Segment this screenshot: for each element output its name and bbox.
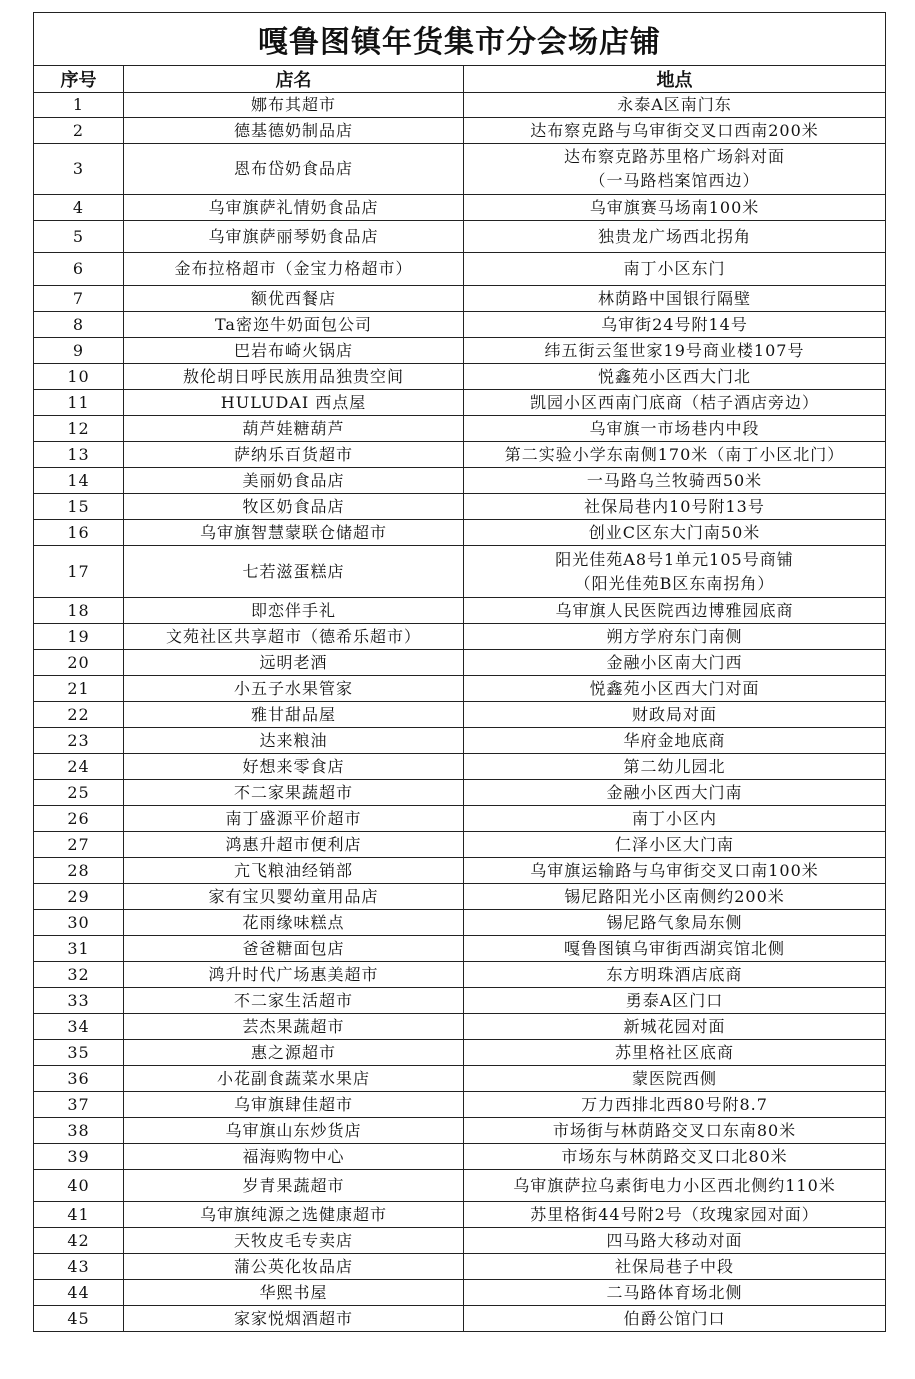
store-name: 雅甘甜品屋 xyxy=(124,702,464,728)
store-location: 新城花园对面 xyxy=(464,1014,886,1040)
store-name: 不二家生活超市 xyxy=(124,988,464,1014)
table-row xyxy=(34,650,886,676)
store-name: 巴岩布崎火锅店 xyxy=(124,338,464,364)
store-location: 一马路乌兰牧骑西50米 xyxy=(464,468,886,494)
store-location: 悦鑫苑小区西大门对面 xyxy=(464,676,886,702)
table-row xyxy=(34,962,886,988)
store-location: 市场街与林荫路交叉口东南80米 xyxy=(464,1118,886,1144)
row-number: 5 xyxy=(34,221,124,253)
table-row xyxy=(34,1306,886,1332)
store-name: 天牧皮毛专卖店 xyxy=(124,1228,464,1254)
location-line-1: 阳光佳苑A8号1单元105号商铺 xyxy=(555,549,794,569)
store-location: 独贵龙广场西北拐角 xyxy=(464,221,886,253)
store-name: 即恋伴手礼 xyxy=(124,598,464,624)
store-name: 惠之源超市 xyxy=(124,1040,464,1066)
store-location: 市场东与林荫路交叉口北80米 xyxy=(464,1144,886,1170)
table-row xyxy=(34,754,886,780)
table-row xyxy=(34,253,886,286)
row-number: 6 xyxy=(34,253,124,286)
store-location: 第二幼儿园北 xyxy=(464,754,886,780)
store-name: HULUDAI 西点屋 xyxy=(124,390,464,416)
store-name: 额优西餐店 xyxy=(124,286,464,312)
row-number: 9 xyxy=(34,338,124,364)
store-name: 达来粮油 xyxy=(124,728,464,754)
row-number: 26 xyxy=(34,806,124,832)
table-row xyxy=(34,1014,886,1040)
row-number: 20 xyxy=(34,650,124,676)
row-number: 31 xyxy=(34,936,124,962)
store-name: 家有宝贝婴幼童用品店 xyxy=(124,884,464,910)
store-name: 乌审旗纯源之选健康超市 xyxy=(124,1202,464,1228)
row-number: 35 xyxy=(34,1040,124,1066)
store-location: 乌审旗运输路与乌审街交叉口南100米 xyxy=(464,858,886,884)
header-location: 地点 xyxy=(464,66,886,93)
store-location: 第二实验小学东南侧170米（南丁小区北门） xyxy=(464,442,886,468)
store-name: 葫芦娃糖葫芦 xyxy=(124,416,464,442)
row-number: 36 xyxy=(34,1066,124,1092)
store-name: 乌审旗萨礼情奶食品店 xyxy=(124,195,464,221)
row-number: 40 xyxy=(34,1170,124,1202)
row-number: 17 xyxy=(34,546,124,598)
store-location: 朔方学府东门南侧 xyxy=(464,624,886,650)
store-location: 乌审旗一市场巷内中段 xyxy=(464,416,886,442)
store-name: 美丽奶食品店 xyxy=(124,468,464,494)
table-row xyxy=(34,520,886,546)
store-name: 金布拉格超市（金宝力格超市） xyxy=(124,253,464,286)
store-location: 二马路体育场北侧 xyxy=(464,1280,886,1306)
store-name: 华熙书屋 xyxy=(124,1280,464,1306)
store-location: 社保局巷内10号附13号 xyxy=(464,494,886,520)
table-row xyxy=(34,702,886,728)
row-number: 1 xyxy=(34,93,124,118)
table-row xyxy=(34,884,886,910)
store-name: Ta密迩牛奶面包公司 xyxy=(124,312,464,338)
store-location: 林荫路中国银行隔壁 xyxy=(464,286,886,312)
store-location: 创业C区东大门南50米 xyxy=(464,520,886,546)
table-header-row xyxy=(34,66,886,93)
store-location: 华府金地底商 xyxy=(464,728,886,754)
store-location: 苏里格街44号附2号（玫瑰家园对面） xyxy=(464,1202,886,1228)
row-number: 24 xyxy=(34,754,124,780)
table-row xyxy=(34,1118,886,1144)
table-row xyxy=(34,1228,886,1254)
row-number: 30 xyxy=(34,910,124,936)
store-name: 好想来零食店 xyxy=(124,754,464,780)
store-location: 金融小区西大门南 xyxy=(464,780,886,806)
store-location: 纬五街云玺世家19号商业楼107号 xyxy=(464,338,886,364)
table-row xyxy=(34,728,886,754)
store-name: 鸿惠升超市便利店 xyxy=(124,832,464,858)
store-location: 四马路大移动对面 xyxy=(464,1228,886,1254)
row-number: 28 xyxy=(34,858,124,884)
header-no: 序号 xyxy=(34,66,124,93)
table-row xyxy=(34,338,886,364)
store-location: 乌审旗赛马场南100米 xyxy=(464,195,886,221)
store-location: 东方明珠酒店底商 xyxy=(464,962,886,988)
row-number: 21 xyxy=(34,676,124,702)
table-row xyxy=(34,1254,886,1280)
store-name: 福海购物中心 xyxy=(124,1144,464,1170)
table-row xyxy=(34,1092,886,1118)
table-row xyxy=(34,988,886,1014)
location-line-2: （阳光佳苑B区东南拐角） xyxy=(574,573,775,593)
store-name: 乌审旗肆佳超市 xyxy=(124,1092,464,1118)
row-number: 16 xyxy=(34,520,124,546)
table-row xyxy=(34,676,886,702)
store-name: 敖伦胡日呼民族用品独贵空间 xyxy=(124,364,464,390)
store-location: 乌审旗萨拉乌素街电力小区西北侧约110米 xyxy=(464,1170,886,1202)
store-name: 家家悦烟酒超市 xyxy=(124,1306,464,1332)
row-number: 3 xyxy=(34,144,124,195)
row-number: 34 xyxy=(34,1014,124,1040)
table-body xyxy=(34,93,886,1332)
store-location: 永泰A区南门东 xyxy=(464,93,886,118)
store-name: 远明老酒 xyxy=(124,650,464,676)
row-number: 43 xyxy=(34,1254,124,1280)
store-name: 花雨缘味糕点 xyxy=(124,910,464,936)
table-row xyxy=(34,780,886,806)
store-location: 锡尼路气象局东侧 xyxy=(464,910,886,936)
row-number: 37 xyxy=(34,1092,124,1118)
table-row xyxy=(34,546,886,598)
row-number: 29 xyxy=(34,884,124,910)
store-location: 南丁小区内 xyxy=(464,806,886,832)
table-row xyxy=(34,442,886,468)
row-number: 2 xyxy=(34,118,124,144)
table-row xyxy=(34,1040,886,1066)
store-table xyxy=(33,12,886,1332)
store-location: 伯爵公馆门口 xyxy=(464,1306,886,1332)
table-row xyxy=(34,936,886,962)
store-name: 蒲公英化妆品店 xyxy=(124,1254,464,1280)
table-row xyxy=(34,832,886,858)
row-number: 19 xyxy=(34,624,124,650)
store-location: 锡尼路阳光小区南侧约200米 xyxy=(464,884,886,910)
table-row xyxy=(34,144,886,195)
row-number: 8 xyxy=(34,312,124,338)
store-name: 乌审旗萨丽琴奶食品店 xyxy=(124,221,464,253)
store-location xyxy=(464,144,886,195)
row-number: 12 xyxy=(34,416,124,442)
store-name: 娜布其超市 xyxy=(124,93,464,118)
table-row xyxy=(34,598,886,624)
store-name: 岁青果蔬超市 xyxy=(124,1170,464,1202)
store-location: 财政局对面 xyxy=(464,702,886,728)
store-location: 乌审街24号附14号 xyxy=(464,312,886,338)
store-location: 凯园小区西南门底商（桔子酒店旁边） xyxy=(464,390,886,416)
row-number: 38 xyxy=(34,1118,124,1144)
store-location: 达布察克路与乌审街交叉口西南200米 xyxy=(464,118,886,144)
store-location: 乌审旗人民医院西边博雅园底商 xyxy=(464,598,886,624)
store-location: 南丁小区东门 xyxy=(464,253,886,286)
store-name: 乌审旗智慧蒙联仓储超市 xyxy=(124,520,464,546)
row-number: 10 xyxy=(34,364,124,390)
store-location xyxy=(464,546,886,598)
store-location: 悦鑫苑小区西大门北 xyxy=(464,364,886,390)
table-row xyxy=(34,1170,886,1202)
table-row xyxy=(34,221,886,253)
table-row xyxy=(34,286,886,312)
store-location: 万力西排北西80号附8.7 xyxy=(464,1092,886,1118)
store-name: 亢飞粮油经销部 xyxy=(124,858,464,884)
row-number: 25 xyxy=(34,780,124,806)
table-row xyxy=(34,312,886,338)
store-location: 社保局巷子中段 xyxy=(464,1254,886,1280)
row-number: 15 xyxy=(34,494,124,520)
store-list-sheet xyxy=(33,12,885,1332)
table-row xyxy=(34,390,886,416)
store-location: 仁泽小区大门南 xyxy=(464,832,886,858)
store-name: 芸杰果蔬超市 xyxy=(124,1014,464,1040)
table-row xyxy=(34,494,886,520)
row-number: 23 xyxy=(34,728,124,754)
row-number: 14 xyxy=(34,468,124,494)
table-row xyxy=(34,1280,886,1306)
table-row xyxy=(34,364,886,390)
row-number: 7 xyxy=(34,286,124,312)
table-row xyxy=(34,910,886,936)
table-row xyxy=(34,806,886,832)
table-row xyxy=(34,118,886,144)
header-name: 店名 xyxy=(124,66,464,93)
store-location: 勇泰A区门口 xyxy=(464,988,886,1014)
row-number: 39 xyxy=(34,1144,124,1170)
store-location: 嘎鲁图镇乌审街西湖宾馆北侧 xyxy=(464,936,886,962)
row-number: 42 xyxy=(34,1228,124,1254)
row-number: 18 xyxy=(34,598,124,624)
row-number: 45 xyxy=(34,1306,124,1332)
row-number: 27 xyxy=(34,832,124,858)
store-name: 乌审旗山东炒货店 xyxy=(124,1118,464,1144)
table-row xyxy=(34,195,886,221)
store-location: 苏里格社区底商 xyxy=(464,1040,886,1066)
store-location: 蒙医院西侧 xyxy=(464,1066,886,1092)
store-name: 爸爸糖面包店 xyxy=(124,936,464,962)
table-row xyxy=(34,1144,886,1170)
store-name: 德基德奶制品店 xyxy=(124,118,464,144)
page-title: 嘎鲁图镇年货集市分会场店铺 xyxy=(34,13,886,66)
row-number: 22 xyxy=(34,702,124,728)
row-number: 4 xyxy=(34,195,124,221)
row-number: 11 xyxy=(34,390,124,416)
location-line-2: （一马路档案馆西边） xyxy=(589,171,760,190)
table-row xyxy=(34,1202,886,1228)
row-number: 13 xyxy=(34,442,124,468)
store-name: 小五子水果管家 xyxy=(124,676,464,702)
table-row xyxy=(34,858,886,884)
table-row xyxy=(34,468,886,494)
row-number: 44 xyxy=(34,1280,124,1306)
table-row xyxy=(34,1066,886,1092)
store-name: 七若滋蛋糕店 xyxy=(124,546,464,598)
store-name: 恩布岱奶食品店 xyxy=(124,144,464,195)
table-row xyxy=(34,93,886,118)
table-row xyxy=(34,624,886,650)
row-number: 32 xyxy=(34,962,124,988)
location-line-1: 达布察克路苏里格广场斜对面 xyxy=(563,147,785,166)
store-name: 南丁盛源平价超市 xyxy=(124,806,464,832)
store-location: 金融小区南大门西 xyxy=(464,650,886,676)
store-name: 小花副食蔬菜水果店 xyxy=(124,1066,464,1092)
row-number: 33 xyxy=(34,988,124,1014)
row-number: 41 xyxy=(34,1202,124,1228)
store-name: 文苑社区共享超市（德希乐超市） xyxy=(124,624,464,650)
table-row xyxy=(34,416,886,442)
store-name: 萨纳乐百货超市 xyxy=(124,442,464,468)
store-name: 牧区奶食品店 xyxy=(124,494,464,520)
store-name: 不二家果蔬超市 xyxy=(124,780,464,806)
store-name: 鸿升时代广场惠美超市 xyxy=(124,962,464,988)
